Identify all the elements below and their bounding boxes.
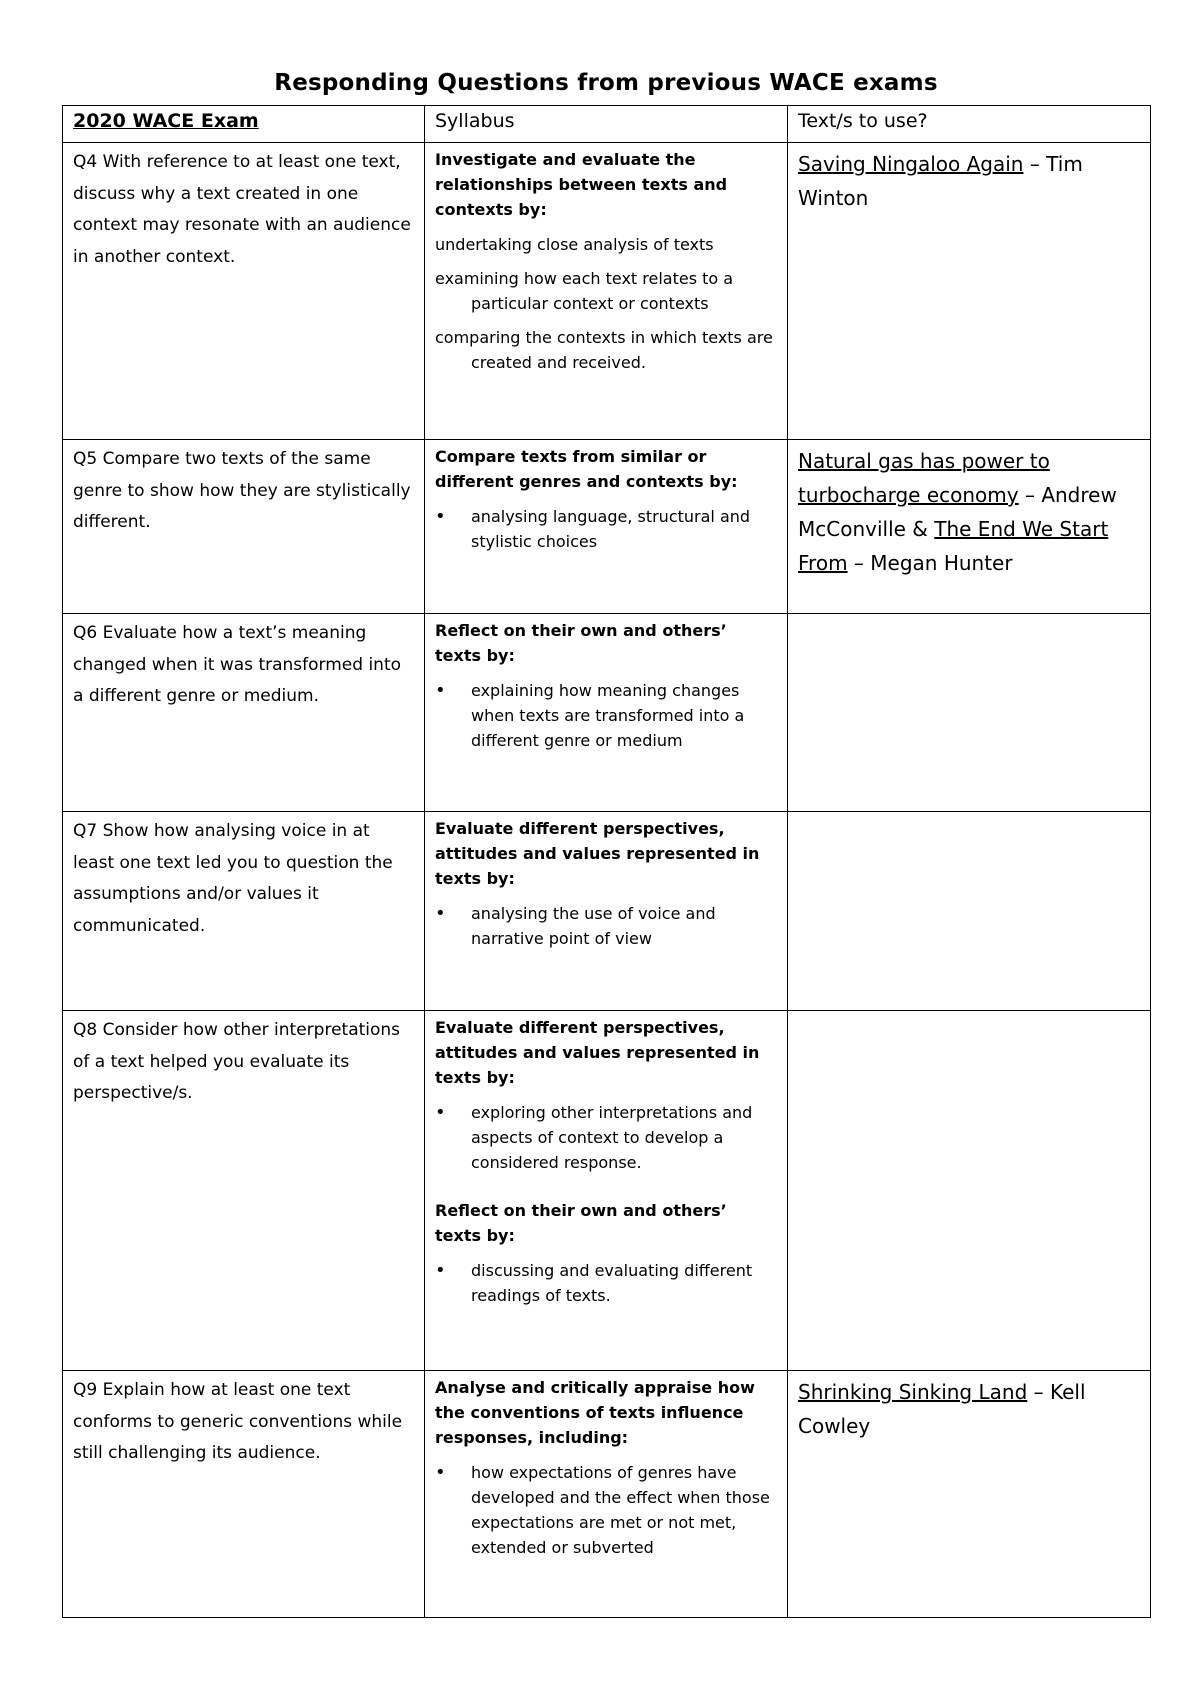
questions-table bbox=[62, 105, 1151, 1618]
syllabus-heading: Investigate and evaluate the relationships between texts and contexts by: bbox=[435, 150, 728, 219]
syllabus-point: comparing the contexts in which texts are created and received. bbox=[435, 328, 773, 372]
syllabus-heading: Compare texts from similar or different genres and contexts by: bbox=[435, 447, 738, 491]
text-title: Shrinking Sinking Land bbox=[798, 1380, 1028, 1404]
question-cell: Q7 Show how analysing voice in at least one text led you to question the assumptions and/or values it communicated. bbox=[63, 812, 425, 1011]
text-title: The End We Start From bbox=[798, 517, 1109, 575]
syllabus-point: examining how each text relates to a particular context or contexts bbox=[435, 269, 734, 313]
syllabus-point: undertaking close analysis of texts bbox=[435, 235, 714, 254]
table-row bbox=[63, 143, 1151, 440]
question-cell: Q5 Compare two texts of the same genre to show how they are stylistically different. bbox=[63, 440, 425, 614]
text-author: – Andrew McConville & bbox=[798, 483, 1117, 541]
table-row bbox=[63, 1011, 1151, 1371]
header-texts: Text/s to use? bbox=[788, 106, 1151, 143]
text-author: – Kell Cowley bbox=[798, 1380, 1086, 1438]
syllabus-cell bbox=[425, 614, 788, 812]
text-author: – Tim Winton bbox=[798, 152, 1083, 210]
table-row bbox=[63, 812, 1151, 1011]
question-cell: Q9 Explain how at least one text conforms to generic conventions while still challenging its audience. bbox=[63, 1371, 425, 1618]
question-cell: Q8 Consider how other interpretations of a text helped you evaluate its perspective/s. bbox=[63, 1011, 425, 1371]
syllabus-cell bbox=[425, 1011, 788, 1371]
syllabus-bullet: • exploring other interpretations and aspects of context to develop a considered response. bbox=[435, 1100, 777, 1175]
syllabus-heading: Analyse and critically appraise how the conventions of texts influence responses, including: bbox=[435, 1378, 755, 1447]
texts-cell bbox=[788, 812, 1151, 1011]
syllabus-cell bbox=[425, 1371, 788, 1618]
page-title: Responding Questions from previous WACE exams bbox=[274, 70, 938, 96]
syllabus-bullet: • analysing the use of voice and narrative point of view bbox=[435, 901, 777, 951]
syllabus-heading: Reflect on their own and others’ texts by: bbox=[435, 1201, 727, 1245]
header-exam: 2020 WACE Exam bbox=[63, 106, 425, 143]
texts-cell bbox=[788, 614, 1151, 812]
syllabus-heading: Evaluate different perspectives, attitudes and values represented in texts by: bbox=[435, 819, 760, 888]
syllabus-bullet: • analysing language, structural and stylistic choices bbox=[435, 504, 777, 554]
texts-cell bbox=[788, 1371, 1151, 1618]
header-syllabus: Syllabus bbox=[425, 106, 788, 143]
text-author: – Megan Hunter bbox=[847, 551, 1013, 575]
syllabus-cell bbox=[425, 812, 788, 1011]
texts-cell bbox=[788, 440, 1151, 614]
texts-cell bbox=[788, 1011, 1151, 1371]
syllabus-bullet: • how expectations of genres have developed and the effect when those expectations are met or not met, extended or subverted bbox=[435, 1460, 777, 1560]
syllabus-bullet: • explaining how meaning changes when texts are transformed into a different genre or medium bbox=[435, 678, 777, 753]
question-cell: Q6 Evaluate how a text’s meaning changed when it was transformed into a different genre or medium. bbox=[63, 614, 425, 812]
syllabus-cell bbox=[425, 143, 788, 440]
syllabus-heading: Evaluate different perspectives, attitudes and values represented in texts by: bbox=[435, 1018, 760, 1087]
text-title: Natural gas has power to turbocharge economy bbox=[798, 449, 1050, 507]
syllabus-bullet: • discussing and evaluating different readings of texts. bbox=[435, 1258, 777, 1308]
syllabus-heading: Reflect on their own and others’ texts by: bbox=[435, 621, 727, 665]
table-header-row bbox=[63, 106, 1151, 143]
table-row bbox=[63, 1371, 1151, 1618]
text-title: Saving Ningaloo Again bbox=[798, 152, 1024, 176]
table-row bbox=[63, 440, 1151, 614]
question-cell: Q4 With reference to at least one text, discuss why a text created in one context may resonate with an audience in another context. bbox=[63, 143, 425, 440]
syllabus-cell bbox=[425, 440, 788, 614]
texts-cell bbox=[788, 143, 1151, 440]
table-row bbox=[63, 614, 1151, 812]
